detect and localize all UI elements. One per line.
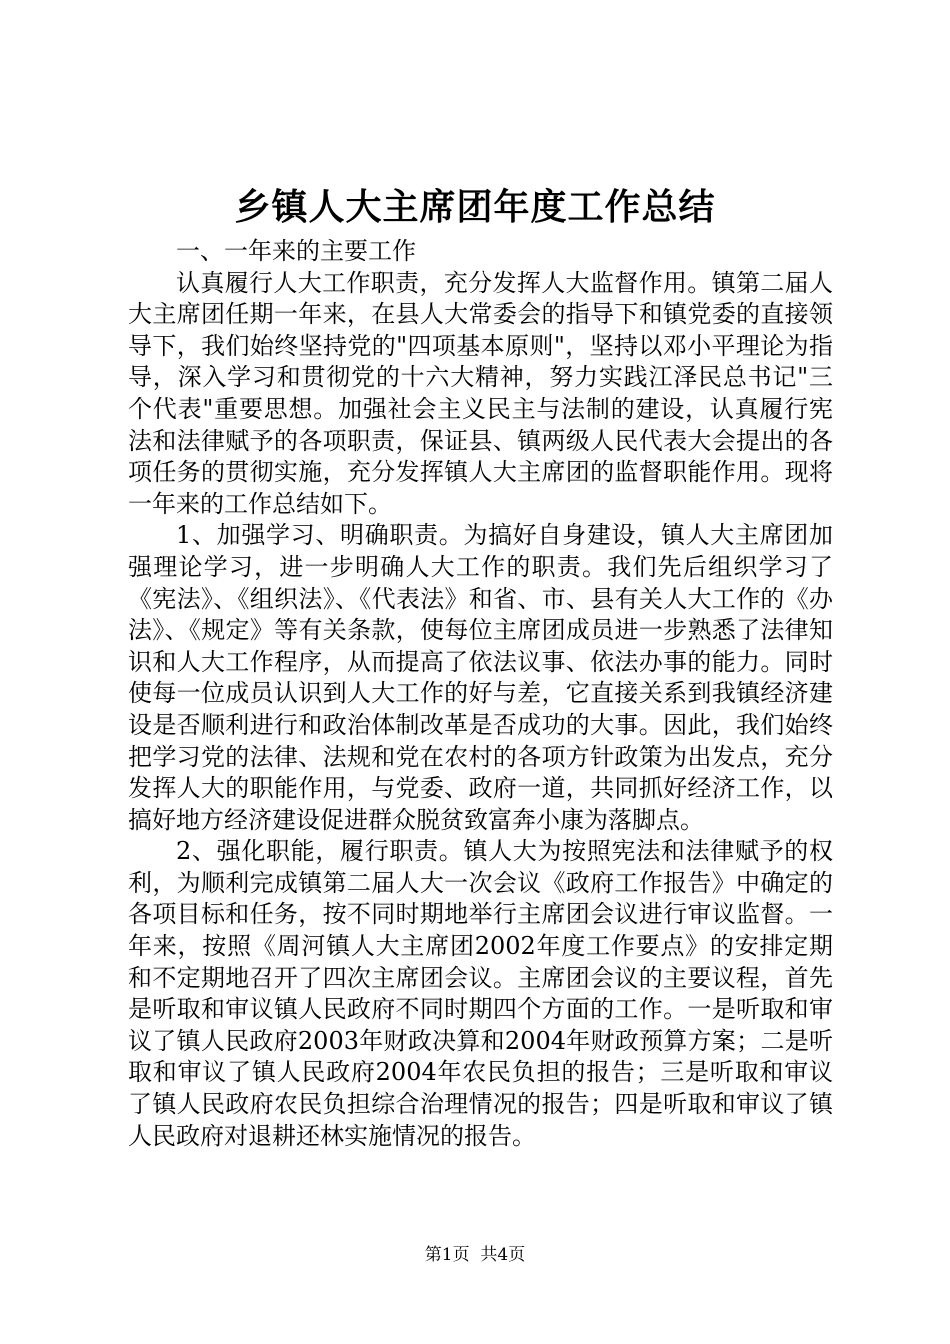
paragraph-item-1: 1、加强学习、明确职责。为搞好自身建设，镇人大主席团加强理论学习，进一步明确人大工作的职责。我们先后组织学习了《宪法》、《组织法》、《代表法》和省、市、县有关人大工作的《办法》、《规定》等有关条款，使每位主席团成员进一步熟悉了法律知识和人大工作程序，从而提高了依法议事、依法办事的能力。同时使每一位成员认识到人大工作的好与差，它直接关系到我镇经济建设是否顺利进行和政治体制改革是否成功的大事。因此，我们始终把学习党的法律、法规和党在农村的各项方针政策为出发点，充分发挥人大的职能作用，与党委、政府一道，共同抓好经济工作，以搞好地方经济建设促进群众脱贫致富奔小康为落脚点。 xyxy=(128,521,833,834)
paragraph-item-2: 2、强化职能，履行职责。镇人大为按照宪法和法律赋予的权利，为顺利完成镇第二届人大一次会议《政府工作报告》中确定的各项目标和任务，按不同时期地举行主席团会议进行审议监督。一年来，按照《周河镇人大主席团2002年度工作要点》的安排定期和不定期地召开了四次主席团会议。主席团会议的主要议程，首先是听取和审议镇人民政府不同时期四个方面的工作。一是听取和审议了镇人民政府2003年财政决算和2004年财政预算方案；二是听取和审议了镇人民政府2004年农民负担的报告；三是听取和审议了镇人民政府农民负担综合治理情况的报告；四是听取和审议了镇人民政府对退耕还林实施情况的报告。 xyxy=(128,837,833,1150)
section-heading: 一、一年来的主要工作 xyxy=(176,237,416,265)
page-number-footer: 第1页 共4页 xyxy=(424,1245,526,1265)
paragraph-intro: 认真履行人大工作职责，充分发挥人大监督作用。镇第二届人大主席团任期一年来，在县人大常委会的指导下和镇党委的直接领导下，我们始终坚持党的"四项基本原则"，坚持以邓小平理论为指导，深入学习和贯彻党的十六大精神，努力实践江泽民总书记"三个代表"重要思想。加强社会主义民主与法制的建设，认真履行宪法和法律赋予的各项职责，保证县、镇两级人民代表大会提出的各项任务的贯彻实施，充分发挥镇人大主席团的监督职能作用。现将一年来的工作总结如下。 xyxy=(128,268,833,518)
document-title: 乡镇人大主席团年度工作总结 xyxy=(234,186,716,228)
document-body xyxy=(128,236,833,1152)
